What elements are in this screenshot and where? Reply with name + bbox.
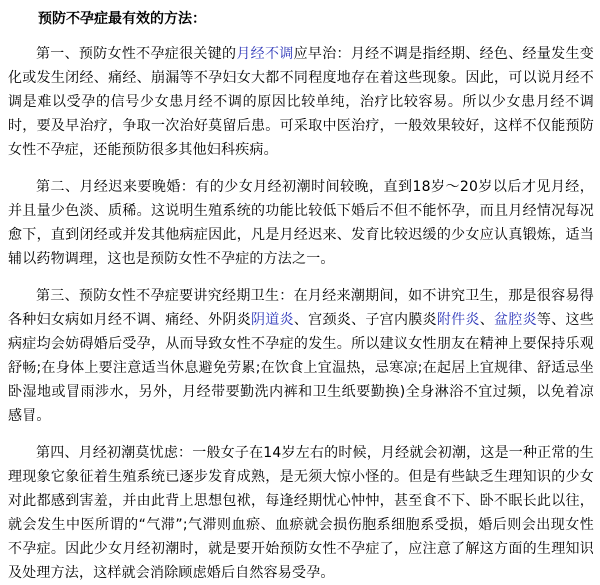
paragraph-text: 第一、预防女性不孕症很关键的 bbox=[36, 46, 237, 62]
keyword-link[interactable]: 盆腔炎 bbox=[494, 312, 537, 328]
keyword-link[interactable]: 阴道炎 bbox=[251, 312, 294, 328]
paragraph-text: 第三、预防女性不孕症要讲究经期卫生：在月经来潮期间，如不讲究卫生，那是很容易得各种妇女病如月经不调、痛经、外阴炎 bbox=[8, 288, 594, 328]
paragraph bbox=[8, 441, 594, 585]
paragraph-text: 应早治：月经不调是指经期、经色、经量发生变化或发生闭经、痛经、崩漏等不孕妇女大都不同程度地存在着这些现象。因此，可以说月经不调是难以受孕的信号少女患月经不调的原因比较单纯，治疗比较容易。所以少女患月经不调时，要及早治疗，争取一次治好莫留后患。可采取中医治疗，一般效果较好，这样不仅能预防女性不孕症，还能预防很多其他妇科疾病。 bbox=[8, 46, 594, 158]
paragraph-text: 第四、月经初潮莫忧虑：一般女子在14岁左右的时候，月经就会初潮，这是一种正常的生理现象它象征着生殖系统已逐步发育成熟，是无须大惊小怪的。但是有些缺乏生理知识的少女对此都感到害羞，并由此背上思想包袱，每逢经期忧心忡忡，甚至食不下、卧不眠长此以往，就会发生中医所谓的“气滞”;气滞则血瘀、血瘀就会损伤胞系细胞系受损，婚后则会出现女性不孕症。因此少女月经初潮时，就是要开始预防女性不孕症了，应注意了解这方面的生理知识及处理方法，这样就会消除顾虑婚后自然容易受孕。 bbox=[8, 445, 594, 581]
article-body bbox=[8, 42, 594, 585]
article-title: 预防不孕症最有效的方法： bbox=[38, 11, 206, 27]
paragraph-text: 第二、月经迟来要晚婚：有的少女月经初潮时间较晚，直到18岁～20岁以后才见月经，并且量少色淡、质稀。这说明生殖系统的功能比较低下婚后不但不能怀孕，而且月经情况每况愈下，直到闭经或并发其他病症因此，凡是月经迟来、发育比较迟缓的少女应认真锻炼，适当辅以药物调理，这也是预防女性不孕症的方法之一。 bbox=[8, 179, 594, 267]
paragraph-text: 、宫颈炎、子宫内膜炎 bbox=[293, 312, 437, 328]
paragraph bbox=[8, 175, 594, 271]
paragraph bbox=[8, 42, 594, 162]
paragraph-text: 、 bbox=[479, 312, 495, 328]
keyword-link[interactable]: 附件炎 bbox=[436, 312, 480, 328]
keyword-link[interactable]: 月经不调 bbox=[236, 46, 294, 62]
paragraph-text: 等、这些病症均会妨碍婚后受孕，从而导致女性不孕症的发生。所以建议女性朋友在精神上要保持乐观舒畅;在身体上要注意适当休息避免劳累;在饮食上宜温热，忌寒凉;在起居上宜规律、舒适忌坐卧湿地或冒雨涉水，另外，月经带要勤洗内裤和卫生纸要勤换)全身淋浴不宜过频，以免着凉感冒。 bbox=[8, 312, 594, 424]
paragraph bbox=[8, 284, 594, 428]
